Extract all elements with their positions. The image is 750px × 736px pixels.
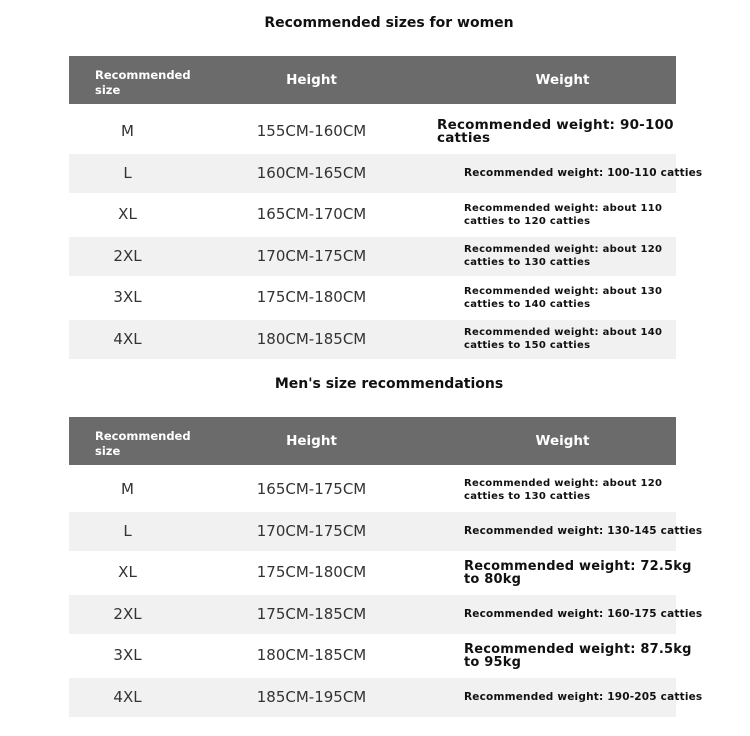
weight-cell: Recommended weight: about 120 catties to 130 catties — [464, 477, 663, 502]
weight-cell: Recommended weight: 130-145 catties — [464, 524, 703, 537]
height-cell: 160CM-165CM — [256, 163, 367, 182]
size-cell: L — [123, 521, 132, 540]
height-cell: 185CM-195CM — [256, 687, 367, 706]
weight-cell: Recommended weight: about 130 catties to 140 catties — [464, 285, 663, 310]
table-header — [69, 417, 676, 465]
height-cell: 180CM-185CM — [256, 329, 367, 348]
weight-cell: Recommended weight: 100-110 catties — [464, 166, 703, 179]
height-cell: 180CM-185CM — [256, 646, 367, 664]
weight-cell: Recommended weight: 87.5kg to 95kg — [464, 641, 692, 670]
size-cell: M — [121, 480, 134, 498]
women-size-table — [69, 56, 703, 359]
size-cell: XL — [118, 205, 137, 223]
height-cell: 155CM-160CM — [256, 122, 367, 140]
weight-cell: Recommended weight: 190-205 catties — [464, 690, 703, 703]
size-cell: 3XL — [113, 288, 142, 306]
table-row — [69, 512, 703, 551]
size-cell: M — [121, 122, 134, 140]
table-row — [69, 636, 692, 675]
table-row — [69, 154, 703, 193]
table-row — [69, 553, 692, 592]
height-cell: 165CM-175CM — [256, 480, 367, 498]
height-cell: 175CM-180CM — [256, 563, 367, 581]
height-cell: 170CM-175CM — [256, 246, 367, 265]
size-cell: 4XL — [113, 687, 142, 706]
size-cell: XL — [118, 563, 137, 581]
header-height: Height — [286, 72, 337, 88]
weight-cell: Recommended weight: about 140 catties to 150 catties — [464, 327, 663, 351]
weight-cell: Recommended weight: 90-100 catties — [437, 116, 674, 146]
table-row — [69, 470, 676, 509]
size-cell: 3XL — [113, 646, 142, 664]
table-row — [69, 678, 703, 717]
header-weight: Weight — [535, 72, 590, 88]
weight-cell: Recommended weight: about 110 catties to 120 catties — [464, 202, 663, 227]
height-cell: 175CM-185CM — [256, 604, 367, 623]
header-height: Height — [286, 433, 337, 449]
height-cell: 170CM-175CM — [256, 521, 367, 540]
size-cell: 4XL — [113, 329, 142, 348]
header-size: Recommended size — [95, 429, 191, 458]
size-cell: L — [123, 163, 132, 182]
women-table-title: Recommended sizes for women — [264, 15, 514, 31]
size-cell: 2XL — [113, 246, 142, 265]
table-row — [69, 595, 703, 634]
weight-cell: Recommended weight: 160-175 catties — [464, 607, 703, 620]
table-row — [69, 112, 676, 151]
header-weight: Weight — [535, 433, 590, 449]
size-cell: 2XL — [113, 604, 142, 623]
weight-cell: Recommended weight: about 120 catties to 130 catties — [464, 244, 663, 268]
weight-cell: Recommended weight: 72.5kg to 80kg — [464, 558, 692, 587]
men-size-table — [69, 417, 703, 717]
table-row — [69, 195, 676, 234]
table-row — [69, 278, 676, 317]
header-size: Recommended size — [95, 68, 191, 97]
table-header — [69, 56, 676, 104]
height-cell: 165CM-170CM — [256, 205, 367, 223]
height-cell: 175CM-180CM — [256, 288, 367, 306]
men-table-title: Men's size recommendations — [274, 376, 504, 392]
table-row — [69, 320, 676, 359]
table-row — [69, 237, 676, 276]
